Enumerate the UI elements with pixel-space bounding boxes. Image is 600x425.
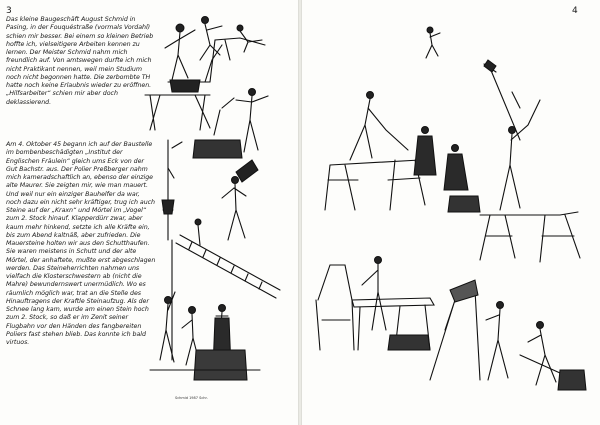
- sketch-hoist-workers: [150, 240, 260, 380]
- paragraph-2: Am 4. Oktober 45 begann ich auf der Baustelle im bombenbeschädigten „Institut der Englischen Fräulein“ gleich ums Eck von der Gut Bachstr. aus. Der Polier Preßberger nahm mich kameradschaftlich an, ebenso der einzige alte Maurer. Sie zeigten mir, wie man mauert. Und weil nur ein einziger Bauhelfer da war, noch dazu ein nicht sehr kräftiger, trug ich auch Steine auf der „Kraxn“ und Mörtel im „Vogel“ zum 2. Stock hinauf. Klapperdürr zwar, aber kaum mehr hinkend, setzte ich alle Kräfte ein, bis zum Abend kaltnäß, aber zufrieden. Die Mauersteine holten wir aus den Schutthaufen. Sie waren meistens in Schutt und der alte Mörtel, der anhaftete, mußte erst abgeschlagen werden. Das Steineherrichten nahmen uns vielfach die Klosterschwestern ab (nicht die Mahre) bewundernswert unermüdlich. Wo es räumlich möglich war, trat an die Stelle des Hinauftragens der Kraftle Steinaufzug. Als der Schnee lang kam, wurde am einen Stein hoch zum 2. Stock, so daß er im Zenit seiner Flugbahn vor den Händen des fangbereiten Poliers fast stehen blieb. Das konnte ich bald virtuos.: [6, 141, 156, 346]
- sketch-sawhorse-platform: [325, 27, 580, 262]
- page-number-left: 3: [6, 6, 12, 16]
- sketch-ladder-carrier: [162, 140, 280, 298]
- illustration-signature: Schmid 1987 Schr.: [175, 396, 208, 400]
- sketch-scaffold-bricklayers: [145, 17, 268, 159]
- sketch-brick-cleaning: [316, 257, 586, 391]
- page-number-right: 4: [572, 6, 578, 16]
- paragraph-1: Das kleine Baugeschäft August Schmid in Pasing, in der Fouquéstraße (vormals Vordahl) schien mir besser. Bei einem so kleinen Betrieb hoffte ich, vielseitigere Arbeiten kennen zu lernen. Der Meister Schmid nahm mich freundlich auf. Von amtswegen durfte ich mich nicht Praktikant nennen, weil mein Studium noch nicht begonnen hatte. Die zerbombte TH hatte noch keine Erlaubnis wieder zu eröffnen. „Hilfsarbeiter“ schien mir aber doch deklassierend.: [6, 16, 154, 106]
